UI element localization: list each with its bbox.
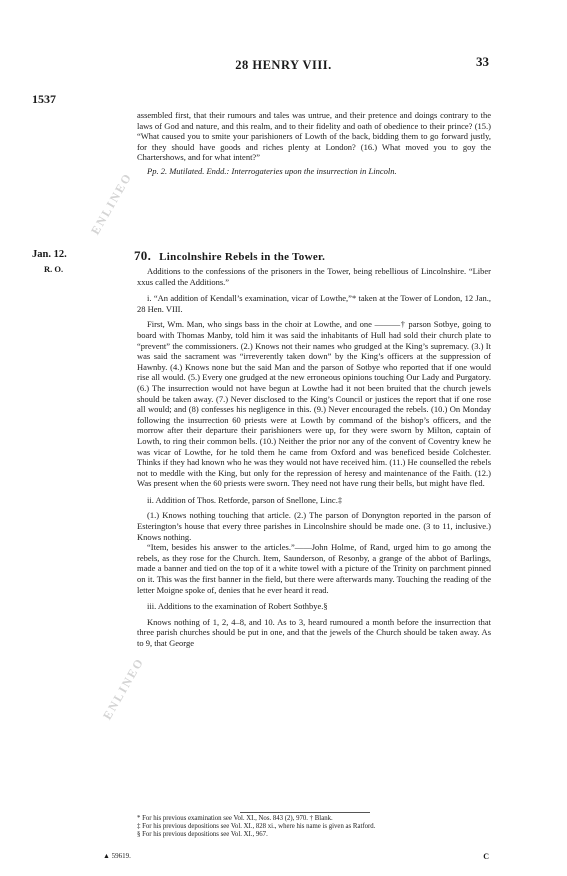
section-1-body: First, Wm. Man, who sings bass in the choir at Lowthe, and one ———† parson Sotbye, going to board with Thomas Manby, told him it was said the inhabitants of Hull had sold their church plate to “prevent” the commissioners. (2.) Knows not their names who grudged at the King’s supremacy. (3.) It was said the sacrament was “irreverently taken down” by the King’s officers at the suppression of Hawnby. (4.) Knows none but the said Man and the parson of Sotbye who reported that if one would rise all would. (5.) Every one grudged at the new erroneous opinions touching Our Lady and Purgatory. (6.) The insurrection would not have begun at Lowthe had it not been bruited that the church jewels should be taken away. (7.) Never disclosed to the King’s Council or justices the report that if one rose all would; and (8) confesses his negligence in this. (9.) Never encouraged the rebels. (10.) On Monday following the insurrection 60 priests were at Lowth by command of the bishop’s officers, and the morrow after their departure their parishioners were up, for they were sworn by Milton, captain of Lowth, to ring their common bells. (10.) Neither the prior nor any of the convent of Coventry knew he was vicar of Lowthe, for he told them he came from Oxford and was beneficed beside Colchester. Thinks if they had known who he was they would not have received him. (11.) He counselled the rebels not to meddle with the King, but only for the repression of heresy and maintenance of the Faith. (12.) Was present when the 60 priests were sworn. They need not have rung their bells, but might have fled. [137, 319, 491, 489]
entry-title: Lincolnshire Rebels in the Tower. [159, 251, 326, 263]
footnote-divider [240, 812, 370, 813]
entry-heading [134, 248, 494, 264]
entry-body [137, 266, 491, 649]
footnotes [137, 815, 491, 840]
entry-number: 70. [134, 248, 152, 263]
entry-source: R. O. [44, 264, 64, 274]
running-head: 28 HENRY VIII. [235, 58, 332, 72]
entry-summary: Additions to the confessions of the prisoners in the Tower, being rebellious of Lincolnshire. “Liber xxus called the Additions.” [137, 266, 491, 287]
year-margin: 1537 [32, 92, 56, 106]
watermark-bottom: ENLINEO [100, 654, 147, 722]
section-2-body-2: “Item, besides his answer to the articles.”——John Holme, of Rand, urged him to go among the rebels, as they rose for the Church. Item, Saunderson, of Resonby, a grange of the abbot of Barlings, made a banner and tied on the top of it a white towel with a picture of the Trinity on parchment pinned on it. This was the first banner in the field, but there were afterwards many. Touching the reading of the letter Moigne spoke of, denies that he ever heard it read. [137, 542, 491, 595]
section-2-body: (1.) Knows nothing touching that article. (2.) The parson of Donyngton reported in the parson of Esterington’s house that every three parishes in Lincolnshire should be made one. (3 to 11, inclusive.) Knows nothing. [137, 510, 491, 542]
page-number: 33 [476, 54, 489, 69]
section-3-body: Knows nothing of 1, 2, 4–8, and 10. As to 3, heard rumoured a month before the insurrection that three parish churches should be put in one, and that the jewels of the Church should be taken away. As to 9, that George [137, 616, 491, 648]
section-2-heading: ii. Addition of Thos. Retforde, parson of Snellone, Linc.‡ [147, 494, 343, 505]
entry-date: Jan. 12. [32, 249, 67, 260]
intro-text: assembled first, that their rumours and tales was untrue, and their pretence and doings contrary to the laws of God and nature, and this realm, and to their fidelity and oath of obedience to their prince? (15.) “What caused you to smite your parishioners of Lowth of the back, bidding them to go forward justly, for they should have goods and riches plenty at London? (16.) What moved you to goy the Chartershows, and for what intent?” [137, 110, 491, 163]
footnote-2: ‡ For his previous depositions see Vol. XI., 828 xi., where his name is given as Ratford. [137, 823, 376, 831]
section-1-heading: i. “An addition of Kendall’s examination, vicar of Lowthe,”* taken at the Tower of London, 12 Jan., 28 Hen. VIII. [137, 293, 491, 314]
watermark-top: ENLINEO [88, 169, 135, 237]
footnote-3: § For his previous depositions see Vol. XI., 967. [137, 831, 268, 839]
intro-note: Pp. 2. Mutilated. Endd.: Interrogateries upon the insurrection in Lincoln. [147, 165, 397, 176]
intro-block [137, 110, 491, 177]
section-3-heading: iii. Additions to the examination of Robert Sothbye.§ [147, 601, 328, 612]
footnote-1: * For his previous examination see Vol. XI., Nos. 843 (2), 970. † Blank. [137, 815, 333, 822]
printer-signature: ▲ 59619. [103, 852, 131, 860]
signature-letter: C [483, 852, 489, 861]
